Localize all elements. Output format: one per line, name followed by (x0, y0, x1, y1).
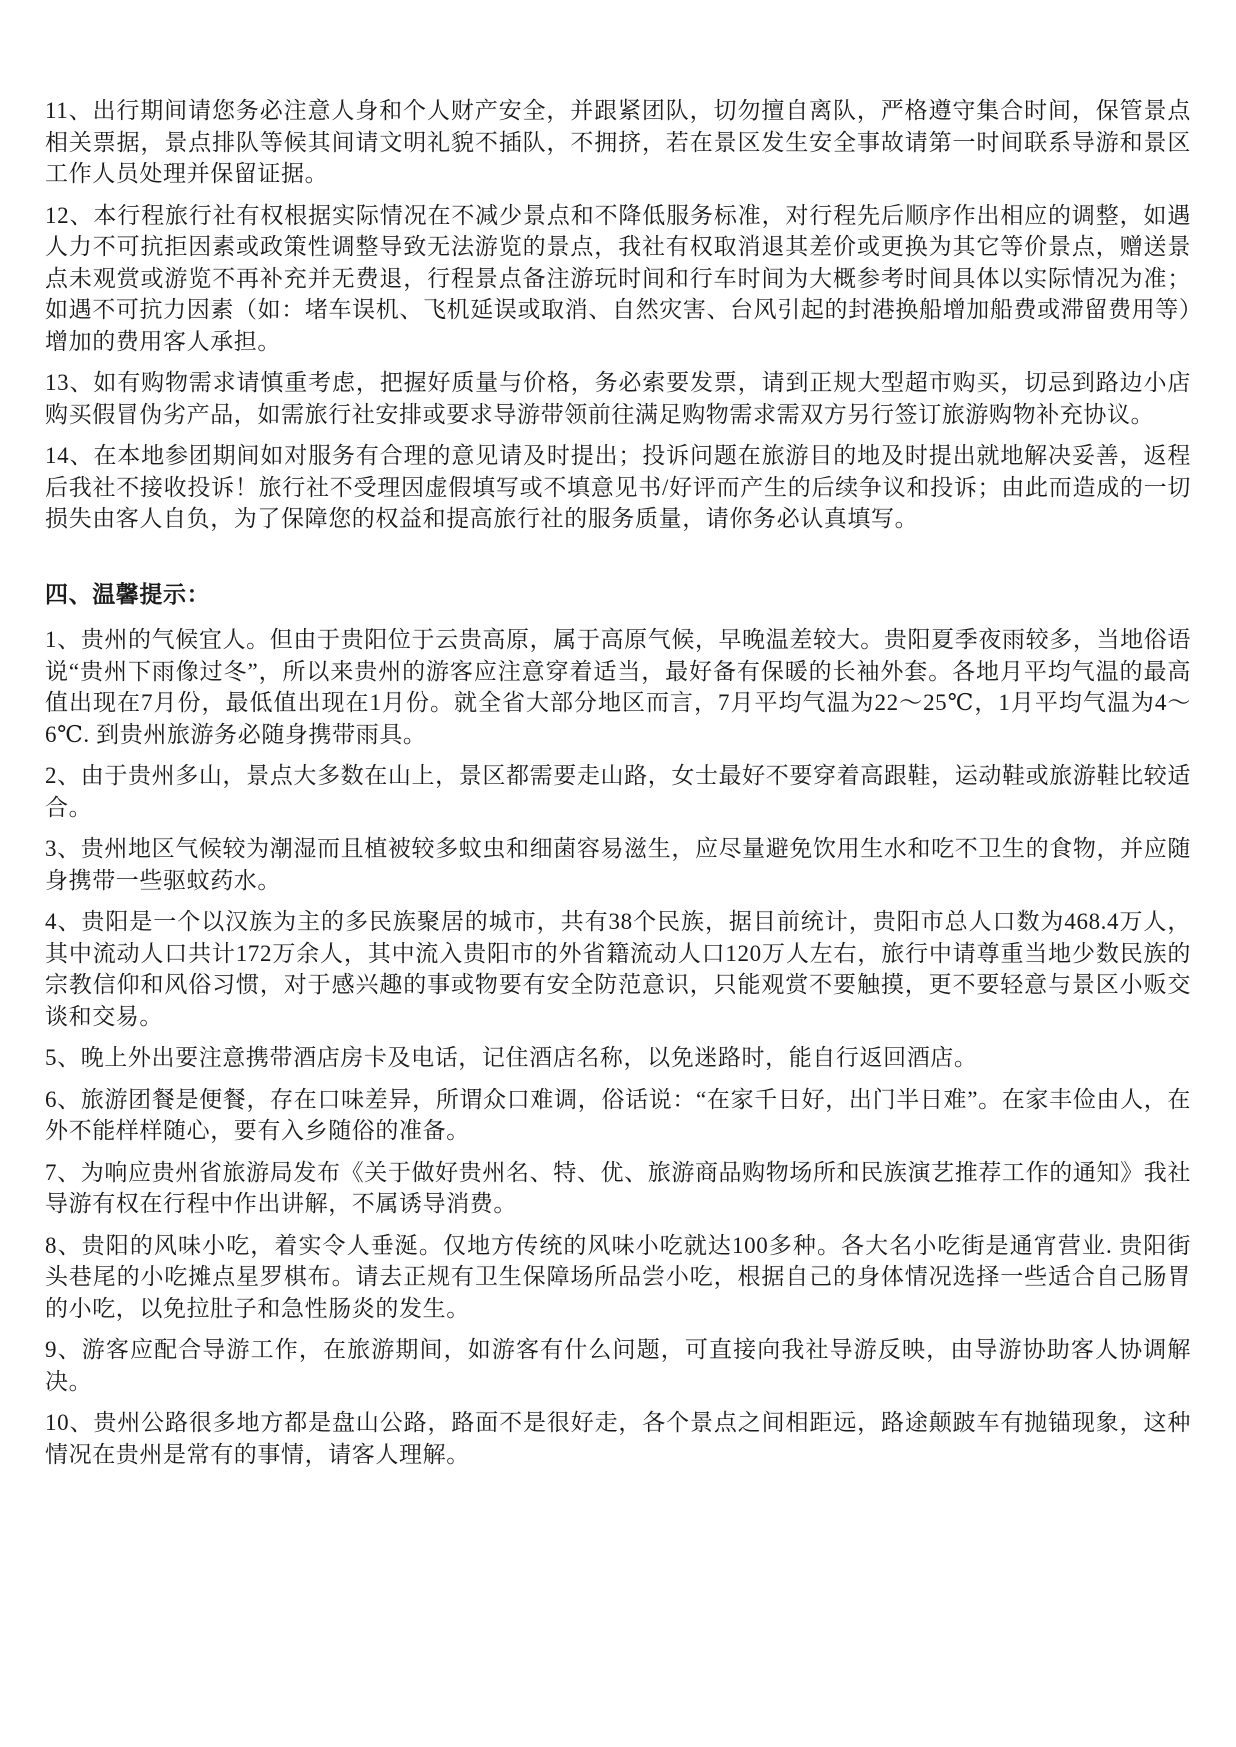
tip-paragraph-9: 9、游客应配合导游工作，在旅游期间，如游客有什么问题，可直接向我社导游反映，由导游协助客人协调解决。 (45, 1337, 1191, 1394)
tip-paragraph-6: 6、旅游团餐是便餐，存在口味差异，所谓众口难调，俗话说：“在家千日好，出门半日难”。在家丰俭由人，在外不能样样随心，要有入乡随俗的准备。 (45, 1086, 1191, 1143)
tip-paragraph-3: 3、贵州地区气候较为潮湿而且植被较多蚊虫和细菌容易滋生，应尽量避免饮用生水和吃不卫生的食物，并应随身携带一些驱蚊药水。 (45, 836, 1191, 893)
tip-paragraph-1: 1、贵州的气候宜人。但由于贵阳位于云贵高原，属于高原气候，早晚温差较大。贵阳夏季夜雨较多，当地俗语说“贵州下雨像过冬”，所以来贵州的游客应注意穿着适当，最好备有保暖的长袖外套。各地月平均气温的最高值出现在7月份，最低值出现在1月份。就全省大部分地区而言，7月平均气温为22～25℃，1月平均气温为4～6℃. 到贵州旅游务必随身携带雨具。 (45, 627, 1191, 747)
tip-paragraph-4: 4、贵阳是一个以汉族为主的多民族聚居的城市，共有38个民族，据目前统计，贵阳市总人口数为468.4万人，其中流动人口共计172万余人，其中流入贵阳市的外省籍流动人口120万人左右，旅行中请尊重当地少数民族的宗教信仰和风俗习惯，对于感兴趣的事或物要有安全防范意识，只能观赏不要触摸，更不要轻意与景区小贩交谈和交易。 (45, 909, 1191, 1029)
notices-section (45, 95, 1191, 535)
tip-paragraph-10: 10、贵州公路很多地方都是盘山公路，路面不是很好走，各个景点之间相距远，路途颠跛车有抛锚现象，这种情况在贵州是常有的事情，请客人理解。 (45, 1410, 1191, 1467)
notice-paragraph-12: 12、本行程旅行社有权根据实际情况在不减少景点和不降低服务标准，对行程先后顺序作出相应的调整，如遇人力不可抗拒因素或政策性调整导致无法游览的景点，我社有权取消退其差价或更换为其它等价景点，赠送景点未观赏或游览不再补充并无费退，行程景点备注游玩时间和行车时间为大概参考时间具体以实际情况为准；如遇不可抗力因素（如：堵车误机、飞机延误或取消、自然灾害、台风引起的封港换船增加船费或滞留费用等）增加的费用客人承担。 (45, 202, 1191, 354)
tip-paragraph-7: 7、为响应贵州省旅游局发布《关于做好贵州名、特、优、旅游商品购物场所和民族演艺推荐工作的通知》我社导游有权在行程中作出讲解，不属诱导消费。 (45, 1159, 1191, 1216)
tips-section (45, 624, 1191, 1470)
section-title-warm-tips: 四、温馨提示： (45, 581, 211, 607)
tip-paragraph-8: 8、贵阳的风味小吃，着实令人垂涎。仅地方传统的风味小吃就达100多种。各大名小吃街是通宵营业. 贵阳街头巷尾的小吃摊点星罗棋布。请去正规有卫生保障场所品尝小吃，根据自己的身体情况选择一些适合自己肠胃的小吃，以免拉肚子和急性肠炎的发生。 (45, 1232, 1191, 1321)
tip-paragraph-2: 2、由于贵州多山，景点大多数在山上，景区都需要走山路，女士最好不要穿着高跟鞋，运动鞋或旅游鞋比较适合。 (45, 763, 1191, 820)
tip-paragraph-5: 5、晚上外出要注意携带酒店房卡及电话，记住酒店名称，以免迷路时，能自行返回酒店。 (45, 1045, 978, 1070)
notice-paragraph-11: 11、出行期间请您务必注意人身和个人财产安全，并跟紧团队，切勿擅自离队，严格遵守集合时间，保管景点相关票据，景点排队等候其间请文明礼貌不插队，不拥挤，若在景区发生安全事故请第一时间联系导游和景区工作人员处理并保留证据。 (45, 98, 1191, 186)
notice-paragraph-14: 14、在本地参团期间如对服务有合理的意见请及时提出；投诉问题在旅游目的地及时提出就地解决妥善，返程后我社不接收投诉！旅行社不受理因虚假填写或不填意见书/好评而产生的后续争议和投诉；由此而造成的一切损失由客人自负，为了保障您的权益和提高旅行社的服务质量，请你务必认真填写。 (45, 443, 1191, 531)
notice-paragraph-13: 13、如有购物需求请慎重考虑，把握好质量与价格，务必索要发票，请到正规大型超市购买，切忌到路边小店购买假冒伪劣产品，如需旅行社安排或要求导游带领前往满足购物需求需双方另行签订旅游购物补充协议。 (45, 370, 1191, 427)
